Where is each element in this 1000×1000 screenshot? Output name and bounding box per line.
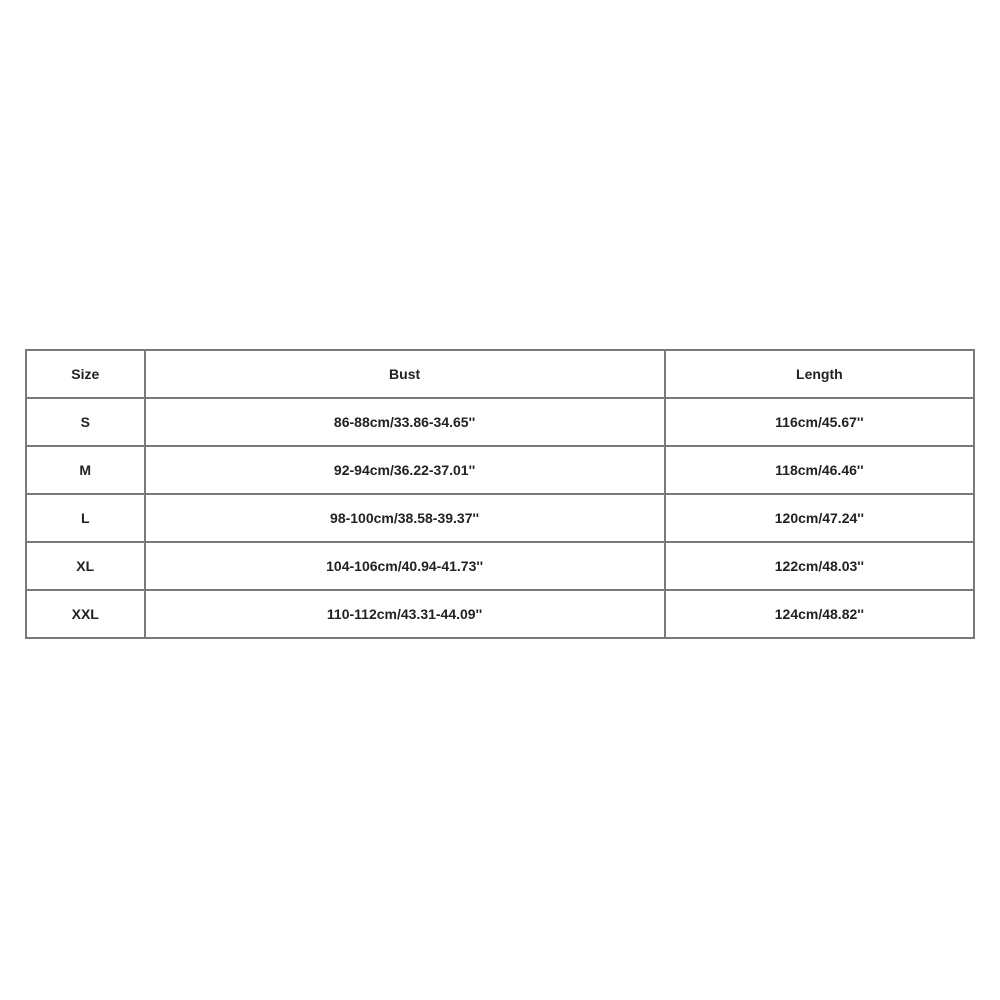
cell-bust: 104-106cm/40.94-41.73'' — [145, 542, 665, 590]
table-row — [26, 398, 974, 446]
cell-bust: 92-94cm/36.22-37.01'' — [145, 446, 665, 494]
cell-bust: 110-112cm/43.31-44.09'' — [145, 590, 665, 638]
cell-length: 120cm/47.24'' — [665, 494, 974, 542]
cell-length: 116cm/45.67'' — [665, 398, 974, 446]
cell-length: 124cm/48.82'' — [665, 590, 974, 638]
cell-size: S — [26, 398, 145, 446]
cell-length: 122cm/48.03'' — [665, 542, 974, 590]
table-row — [26, 446, 974, 494]
cell-size: XL — [26, 542, 145, 590]
header-length: Length — [665, 350, 974, 398]
table-header-row — [26, 350, 974, 398]
table-row — [26, 590, 974, 638]
header-bust: Bust — [145, 350, 665, 398]
cell-size: XXL — [26, 590, 145, 638]
cell-size: M — [26, 446, 145, 494]
size-chart-table — [25, 349, 975, 639]
table-row — [26, 494, 974, 542]
cell-size: L — [26, 494, 145, 542]
cell-bust: 86-88cm/33.86-34.65'' — [145, 398, 665, 446]
cell-bust: 98-100cm/38.58-39.37'' — [145, 494, 665, 542]
table-row — [26, 542, 974, 590]
header-size: Size — [26, 350, 145, 398]
cell-length: 118cm/46.46'' — [665, 446, 974, 494]
